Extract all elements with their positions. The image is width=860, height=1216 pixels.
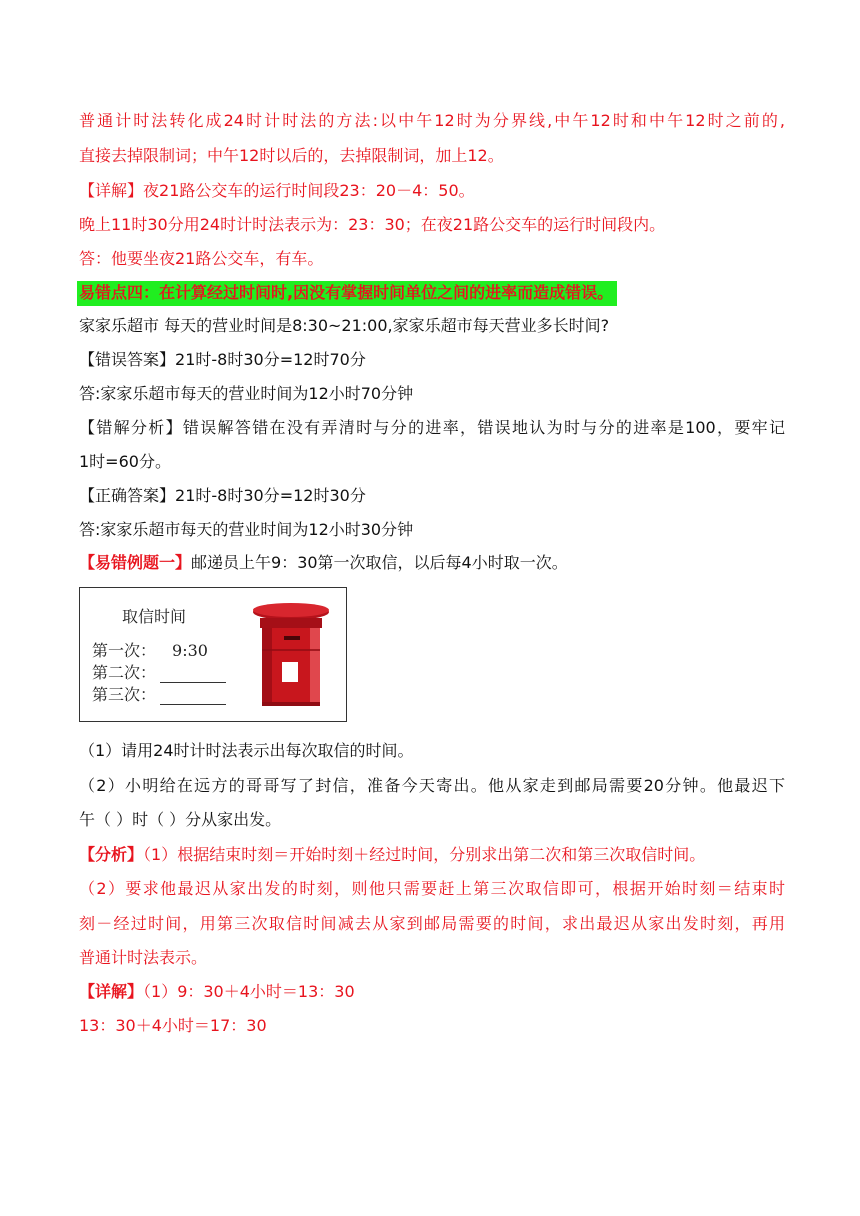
analysis-line-b: （2）要求他最迟从家出发的时刻，则他只需要赶上第三次取信即可，根据开始时刻＝结束时 <box>79 879 785 898</box>
analysis-heading: 【分析】（1）根据结束时刻＝开始时刻＋经过时间，分别求出第二次和第三次取信时间。 <box>79 845 706 864</box>
answer-line: 答：他要坐夜21路公交车，有车。 <box>79 249 324 268</box>
solution-line-1: 【详解】（1）9：30＋4小时＝13：30 <box>79 982 355 1001</box>
detail-line-2: 晚上11时30分用24时计时法表示为：23：30；在夜21路公交车的运行时间段内。 <box>79 215 666 234</box>
figure-row-first: 第一次： 9:30 <box>92 641 208 660</box>
figure-row-third: 第三次： <box>92 682 226 705</box>
question-2-line-2: 午（ ）时（ ）分从家出发。 <box>79 810 282 829</box>
analysis-line-1: 【错解分析】错误解答错在没有弄清时与分的进率，错误地认为时与分的进率是100，要牢记 <box>79 418 785 437</box>
red-mailbox-icon <box>250 602 332 708</box>
figure-title: 取信时间 <box>122 607 187 626</box>
mail-pickup-figure <box>79 587 347 722</box>
right-reply-line: 答:家家乐超市每天的营业时间为12小时30分钟 <box>79 520 414 539</box>
right-answer-line: 【正确答案】21时-8时30分=12时30分 <box>79 486 366 505</box>
wrong-answer-line: 【错误答案】21时-8时30分=12时70分 <box>79 350 366 369</box>
analysis-line-2: 1时=60分。 <box>79 452 171 471</box>
wrong-reply-line: 答:家家乐超市每天的营业时间为12小时70分钟 <box>79 384 414 403</box>
question-2-line-1: （2）小明给在远方的哥哥写了封信，准备今天寄出。他从家走到邮局需要20分钟。他最迟下 <box>79 776 785 795</box>
analysis-line-d: 普通计时法表示。 <box>79 948 208 967</box>
solution-line-2: 13：30＋4小时＝17：30 <box>79 1016 267 1035</box>
example-heading: 【易错例题一】邮递员上午9：30第一次取信，以后每4小时取一次。 <box>79 553 568 572</box>
method-line-1: 普通计时法转化成24时计时法的方法:以中午12时为分界线,中午12时和中午12时之前的, <box>79 111 785 130</box>
error-point-heading: 易错点四：在计算经过时间时,因没有掌握时间单位之间的进率而造成错误。 <box>79 283 785 303</box>
method-line-2: 直接去掉限制词；中午12时以后的，去掉限制词，加上12。 <box>79 146 504 165</box>
figure-row-second: 第二次： <box>92 660 226 683</box>
analysis-line-c: 刻－经过时间，用第三次取信时间减去从家到邮局需要的时间，求出最迟从家出发时刻，再用 <box>79 914 785 933</box>
question-1-line: （1）请用24时计时法表示出每次取信的时间。 <box>79 741 414 760</box>
detail-line-1: 【详解】夜21路公交车的运行时间段23：20－4：50。 <box>79 181 475 200</box>
question-line: 家家乐超市 每天的营业时间是8:30~21:00,家家乐超市每天营业多长时间? <box>79 316 610 335</box>
